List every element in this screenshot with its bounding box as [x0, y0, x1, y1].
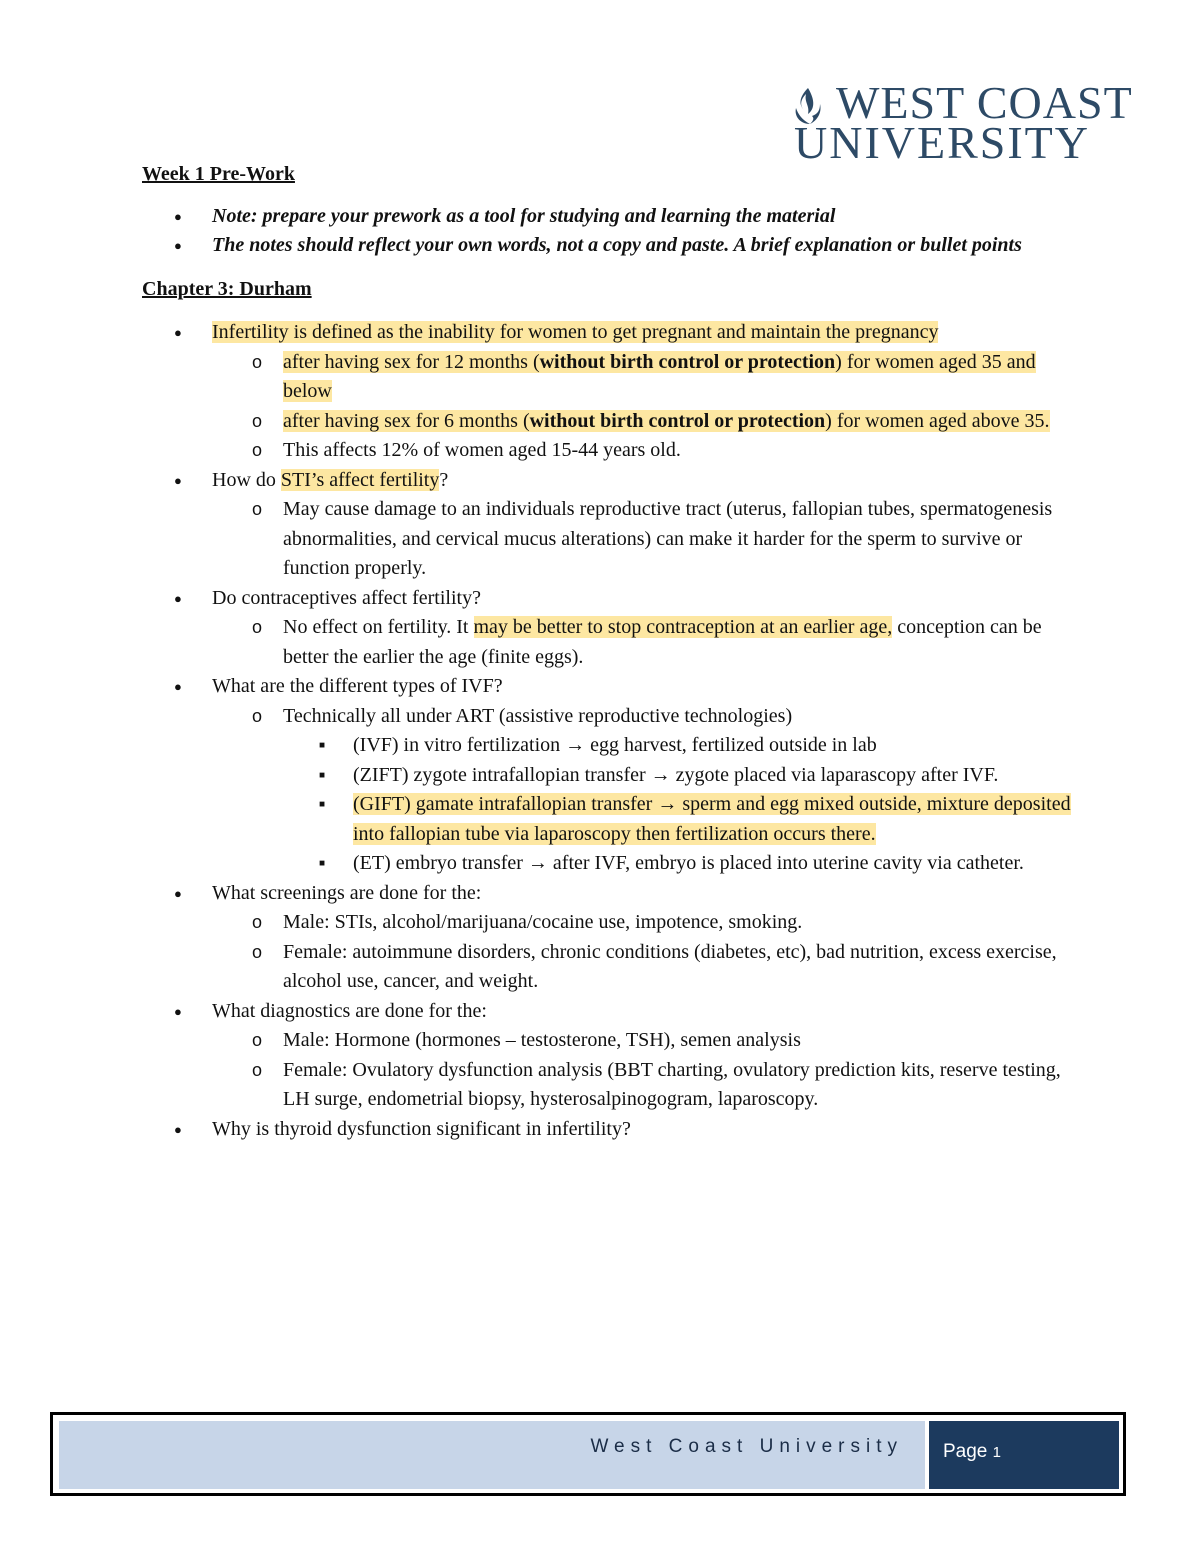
list-item: [142, 731, 1082, 761]
page-label: Page: [943, 1441, 988, 1462]
page-number: [943, 1441, 1001, 1463]
note-text: Note: prepare your prework as a tool for studying and learning the material: [212, 204, 836, 227]
list-item: [142, 1115, 1082, 1145]
item-text: This affects 12% of women aged 15-44 years old.: [283, 439, 681, 461]
item-text: (GIFT) gamate intrafallopian transfer → sperm and egg mixed outside, mixture deposited into fallopian tube via laparoscopy then fertilization occurs there.: [353, 793, 1071, 845]
notes-list: [142, 202, 1082, 261]
questions-list: [142, 318, 1082, 1144]
list-item: [142, 613, 1082, 672]
list-item: [142, 584, 1082, 673]
item-text: Female: Ovulatory dysfunction analysis (BBT charting, ovulatory prediction kits, reserve testing, LH surge, endometrial biopsy, hysterosalpinogogram, laparoscopy.: [283, 1058, 1061, 1110]
item-text: Do contraceptives affect fertility?: [212, 586, 481, 609]
item-text: Technically all under ART (assistive reproductive technologies): [283, 704, 793, 727]
list-item: [142, 202, 1082, 232]
list-item: [142, 672, 1082, 879]
list-item: [142, 908, 1082, 938]
item-text: ?: [439, 468, 449, 491]
list-item: [142, 466, 1082, 584]
footer-page-box: [929, 1421, 1119, 1489]
logo-line-1: WEST COAST: [836, 77, 1133, 128]
item-text: may be better to stop contraception at an earlier age,: [473, 616, 893, 638]
list-item: [142, 318, 1082, 466]
item-text: conception can be better the earlier the age (finite eggs).: [283, 616, 1042, 668]
list-item: [142, 348, 1082, 407]
list-item: [142, 761, 1082, 791]
item-text: (ET) embryo transfer → after IVF, embryo is placed into uterine cavity via catheter.: [353, 852, 1024, 874]
page-footer: [50, 1412, 1126, 1496]
logo-line-2: UNIVERSITY: [794, 117, 1090, 168]
item-text: How do: [212, 468, 281, 491]
item-text: ) for women aged above 35.: [825, 409, 1050, 432]
item-text: No effect on fertility. It: [283, 616, 474, 638]
list-item: [142, 436, 1082, 466]
item-text: after having sex for 12 months (: [283, 350, 540, 373]
list-item: [142, 849, 1082, 879]
chapter-heading: Chapter 3: Durham: [142, 277, 312, 300]
page-title: Week 1 Pre-Work: [142, 163, 295, 185]
item-text: What diagnostics are done for the:: [212, 999, 487, 1022]
list-item: [142, 790, 1082, 849]
item-text: Why is thyroid dysfunction significant in infertility?: [212, 1117, 631, 1140]
list-item: [142, 1026, 1082, 1056]
list-item: [142, 407, 1082, 437]
item-text: (IVF) in vitro fertilization → egg harvest, fertilized outside in lab: [353, 734, 877, 756]
item-text: without birth control or protection: [529, 409, 826, 432]
item-text: Male: Hormone (hormones – testosterone, TSH), semen analysis: [283, 1029, 801, 1051]
item-text: What are the different types of IVF?: [212, 675, 503, 697]
item-text: without birth control or protection: [539, 350, 836, 373]
item-text: May cause damage to an individuals reproductive tract (uterus, fallopian tubes, spermatogenesis abnormalities, and cervical mucus alterations) can make it harder for the sperm to survive or function properly.: [283, 498, 1053, 579]
document-body: [142, 160, 1082, 1144]
university-logo: [790, 77, 1160, 170]
list-item: [142, 879, 1082, 997]
item-text: ) for women aged 35 and below: [283, 350, 1036, 402]
list-item: [142, 938, 1082, 997]
item-text: (ZIFT) zygote intrafallopian transfer → zygote placed via laparascopy after IVF.: [353, 763, 999, 786]
list-item: [142, 495, 1082, 584]
item-text: after having sex for 6 months (: [283, 409, 530, 432]
infertility-text: Infertility is defined as the inability for women to get pregnant and maintain the pregnancy: [212, 321, 939, 343]
list-item: [142, 702, 1082, 879]
item-text: What screenings are done for the:: [212, 881, 482, 904]
list-item: [142, 1056, 1082, 1115]
item-text: STI’s affect fertility: [280, 468, 440, 491]
item-text: Female: autoimmune disorders, chronic conditions (diabetes, etc), bad nutrition, excess exercise, alcohol use, cancer, and weight.: [283, 940, 1057, 992]
page-num: 1: [992, 1444, 1001, 1461]
list-item: [142, 997, 1082, 1115]
list-item: [142, 231, 1082, 261]
footer-university-name: West Coast University: [590, 1436, 903, 1457]
note-text: The notes should reflect your own words, not a copy and paste. A brief explanation or bullet points: [212, 234, 1022, 256]
item-text: Male: STIs, alcohol/marijuana/cocaine use, impotence, smoking.: [283, 911, 803, 933]
